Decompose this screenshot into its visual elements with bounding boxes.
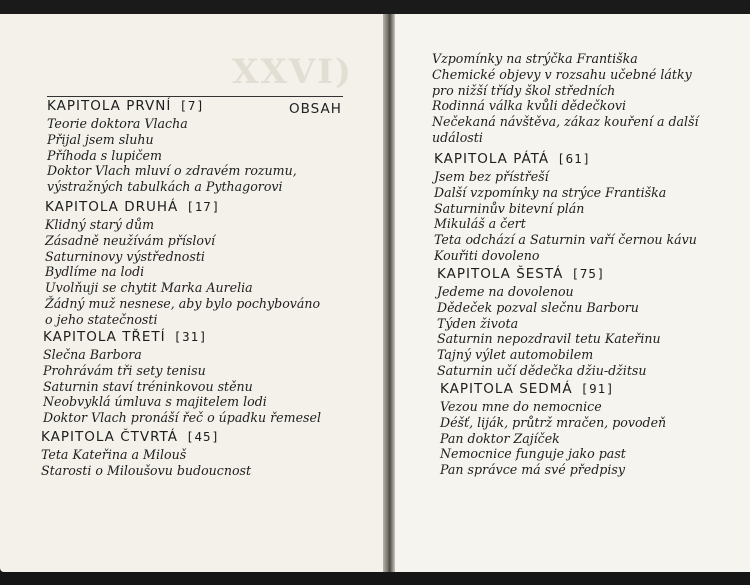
toc-entry: Teta Kateřina a Milouš [41,447,187,462]
toc-entry: Prohrávám tři sety tenisu [43,362,206,378]
toc-entry: Tajný výlet automobilem [437,347,594,363]
toc-entry: Rodinná válka kvůli dědečkovi [432,98,627,114]
toc-entry: Zásadně neužívám přísloví [45,232,216,248]
toc-entry: Jsem bez přístřeší [434,169,549,184]
toc-entry: Příhoda s lupičem [47,147,162,163]
chapter-page-number: [45] [185,429,221,444]
toc-entry: Nečekaná návštěva, zákaz kouření a další [432,114,699,130]
toc-entry: Teorie doktora Vlacha [47,116,188,131]
chapter-block [41,428,251,479]
chapter-title: KAPITOLA DRUHÁ [45,199,179,215]
chapter-heading [434,150,697,168]
toc-entry: Neobvyklá úmluva s majitelem lodi [43,394,267,410]
toc-entry: Saturnin nepozdravil tetu Kateřinu [437,331,661,347]
chapter-block [43,328,321,426]
toc-entry: Saturninovy výstřednosti [45,248,205,264]
chapter-title: KAPITOLA PÁTÁ [434,151,550,167]
toc-entry: Saturninův bitevní plán [434,200,585,216]
chapter-heading [43,328,321,346]
toc-entry: Chemické objevy v rozsahu učebné látky [432,66,692,82]
toc-entry: Vzpomínky na strýčka Františka [432,51,638,66]
chapter-heading [45,198,320,216]
chapter-block [47,97,297,195]
chapter-title: KAPITOLA TŘETÍ [43,329,166,345]
toc-entry: Starosti o Miloušovu budoucnost [41,462,252,478]
toc-entry: Jedeme na dovolenou [437,284,574,299]
toc-entry: Pan doktor Zajíček [440,430,560,446]
background-edge [0,572,750,585]
chapter-title: KAPITOLA ŠESTÁ [437,266,564,282]
toc-entry: Uvolňuji se chytit Marka Aurelia [45,280,253,296]
toc-entry: Doktor Vlach mluví o zdravém rozumu, [47,163,297,179]
chapter-block [45,198,320,328]
toc-entry: Kouřiti dovoleno [434,247,540,263]
chapter-page-number: [17] [186,199,221,214]
toc-entry: Déšť, liják, průtrž mračen, povodeň [440,414,667,430]
chapter-title: KAPITOLA SEDMÁ [440,381,573,397]
chapter-heading [41,428,251,446]
chapter-page-number: [7] [179,98,205,113]
toc-entry: Přijal jsem sluhu [47,131,154,147]
chapter-title: KAPITOLA ČTVRTÁ [41,429,178,445]
chapter-page-number: [61] [557,151,592,166]
toc-entry: o jeho statečnosti [45,311,158,327]
chapter-heading [440,380,666,398]
toc-entry: Mikuláš a čert [434,216,526,232]
chapter-block [434,150,697,264]
show-through-text: XXVI) [232,52,354,92]
chapter-continuation [432,51,699,146]
toc-entry: Slečna Barbora [43,347,142,362]
toc-entry: výstražných tabulkách a Pythagorovi [47,179,283,195]
chapter-title: KAPITOLA PRVNÍ [47,98,172,114]
contents-heading: OBSAH [289,101,342,117]
toc-entry: Bydlíme na lodi [45,264,145,280]
toc-entry: Saturnin staví tréninkovou stěnu [43,378,253,394]
book-gutter [383,14,395,574]
toc-entry: Saturnin učí dědečka džiu-džitsu [437,362,647,378]
toc-entry: Nemocnice funguje jako past [440,446,626,462]
toc-entry: Klidný starý dům [45,217,155,232]
toc-entry: Vezou mne do nemocnice [440,399,602,414]
chapter-heading [437,265,661,283]
toc-entry: Teta odchází a Saturnin vaří černou kávu [434,232,697,248]
toc-entry: události [432,129,483,145]
chapter-heading [47,97,297,115]
chapter-page-number: [31] [173,329,208,344]
toc-entry: Týden života [437,315,519,331]
chapter-block [440,380,666,478]
toc-entry: pro nižší třídy škol středních [432,82,616,98]
chapter-page-number: [91] [580,381,615,396]
toc-entry: Doktor Vlach pronáší řeč o úpadku řemesel [43,410,321,426]
toc-entry: Dědeček pozval slečnu Barboru [437,299,639,315]
toc-entry: Další vzpomínky na strýce Františka [434,184,667,200]
toc-entry: Žádný muž nesnese, aby bylo pochybováno [45,295,321,311]
chapter-page-number: [75] [571,266,606,281]
chapter-block [437,265,661,379]
toc-entry: Pan správce má své předpisy [440,462,625,478]
